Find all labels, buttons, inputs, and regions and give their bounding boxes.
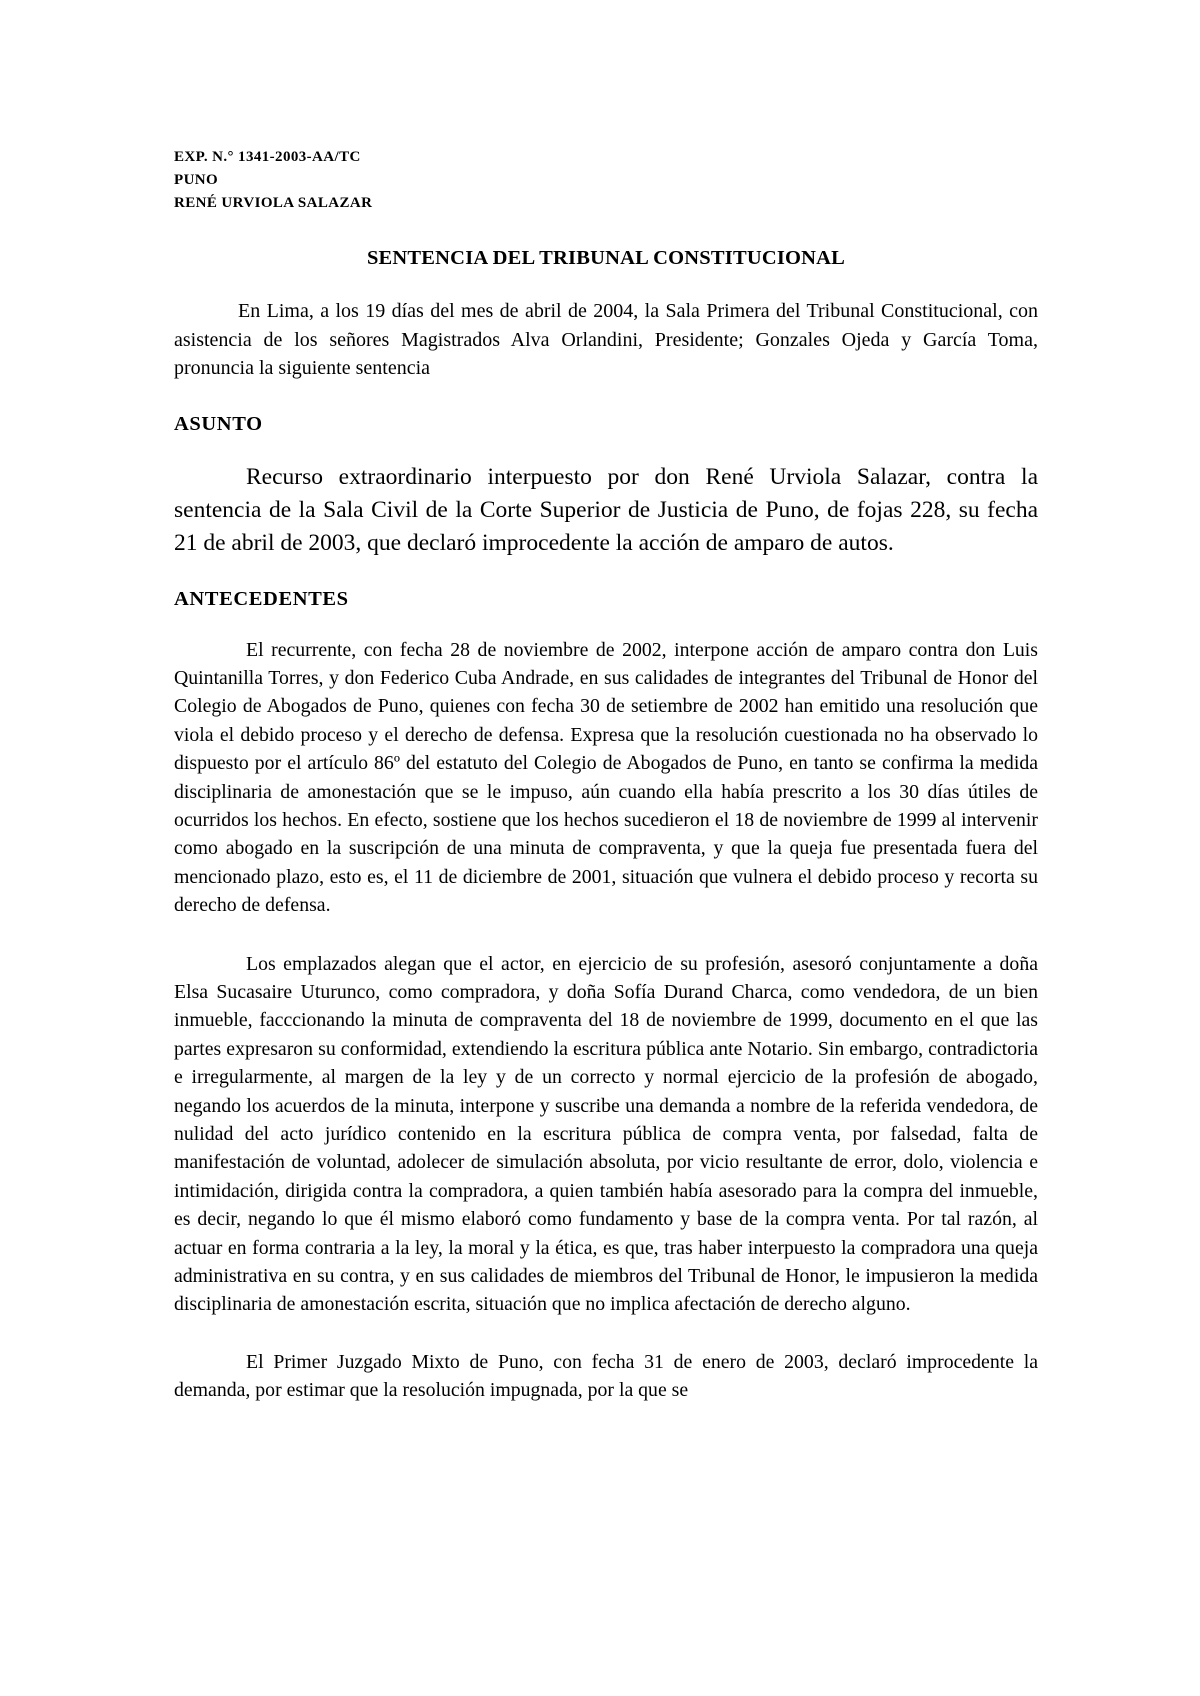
document-title: SENTENCIA DEL TRIBUNAL CONSTITUCIONAL — [366, 247, 846, 269]
case-number: EXP. N.° 1341-2003-AA/TC — [174, 149, 361, 165]
asunto-paragraph: Recurso extraordinario interpuesto por don René Urviola Salazar, contra la sentencia de la Sala Civil de la Corte Superior de Justicia de Puno, de fojas 228, su fecha 21 de abril de 2003, que declaró improcedente la acción de amparo de autos. — [174, 463, 1038, 556]
section-heading-asunto: ASUNTO — [174, 412, 263, 435]
case-location: PUNO — [174, 172, 219, 188]
case-party: RENÉ URVIOLA SALAZAR — [174, 195, 373, 211]
antecedentes-paragraph-2: Los emplazados alegan que el actor, en ejercicio de su profesión, asesoró conjuntamente a doña Elsa Sucasaire Uturunco, como compradora, y doña Sofía Durand Charca, como vendedora, de un bien inmueble, facccionando la minuta de compraventa del 18 de noviembre de 1999, documento en el que las partes expresaron su conformidad, extendiendo la escritura pública ante Notario. Sin embargo, contradictoria e irregularmente, al margen de la ley y de un correcto y normal ejercicio de la profesión de abogado, negando los acuerdos de la minuta, interpone y suscribe una demanda a nombre de la referida vendedora, de nulidad del acto jurídico contenido en la escritura pública de compra venta, por falsedad, falta de manifestación de voluntad, adolecer de simulación absoluta, por vicio resultante de error, dolo, violencia e intimidación, dirigida contra la compradora, a quien también había asesorado para la compra del inmueble, es decir, negando lo que él mismo elaboró como fundamento y base de la compra venta. Por tal razón, al actuar en forma contraria a la ley, la moral y la ética, es que, tras haber interpuesto la compradora una queja administrativa en su contra, y en sus calidades de miembros del Tribunal de Honor, le impusieron la medida disciplinaria de amonestación escrita, situación que no implica afectación de derecho alguno. — [174, 952, 1038, 1316]
case-header — [174, 146, 1038, 215]
antecedentes-paragraph-1: El recurrente, con fecha 28 de noviembre de 2002, interpone acción de amparo contra don Luis Quintanilla Torres, y don Federico Cuba Andrade, en sus calidades de integrantes del Tribunal de Honor del Colegio de Abogados de Puno, quienes con fecha 30 de setiembre de 2002 han emitido una resolución que viola el debido proceso y el derecho de defensa. Expresa que la resolución cuestionada no ha observado lo dispuesto por el artículo 86º del estatuto del Colegio de Abogados de Puno, en tanto se confirma la medida disciplinaria de amonestación que se le impuso, aún cuando ella había prescrito a los 30 días útiles de ocurridos los hechos. En efecto, sostiene que los hechos sucedieron el 18 de noviembre de 1999 al intervenir como abogado en la suscripción de una minuta de compraventa, y que la queja fue presentada fuera del mencionado plazo, esto es, el 11 de diciembre de 2001, situación que vulnera el debido proceso y recorta su derecho de defensa. — [174, 638, 1038, 917]
antecedentes-paragraph-3: El Primer Juzgado Mixto de Puno, con fecha 31 de enero de 2003, declaró improcedente la demanda, por estimar que la resolución impugnada, por la que se — [174, 1350, 1038, 1402]
section-heading-antecedentes: ANTECEDENTES — [174, 587, 349, 610]
intro-paragraph: En Lima, a los 19 días del mes de abril de 2004, la Sala Primera del Tribunal Constitucional, con asistencia de los señores Magistrados Alva Orlandini, Presidente; Gonzales Ojeda y García Toma, pronuncia la siguiente sentencia — [174, 300, 1038, 379]
document-content — [174, 146, 1038, 1405]
